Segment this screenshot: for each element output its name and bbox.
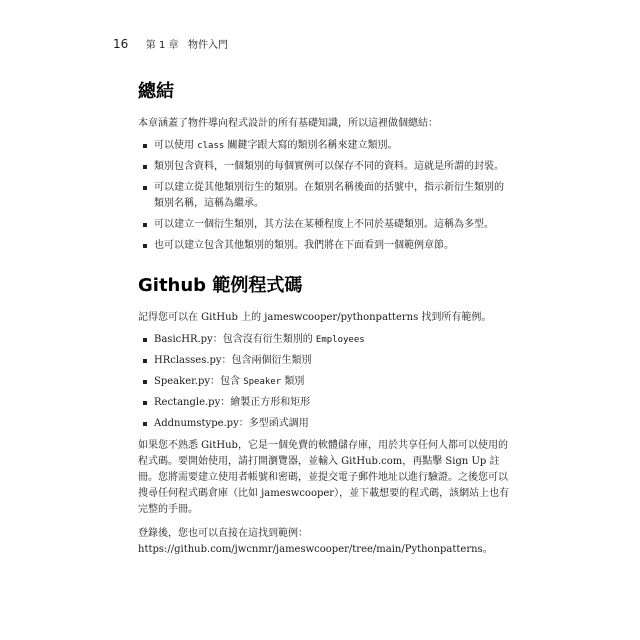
example-file-item: Rectangle.py：繪製正方形和矩形 [138, 395, 510, 411]
summary-bullet: 可以建立從其他類別衍生的類別。在類別名稱後面的括號中，指示新衍生類別的類別名稱，這稱為繼承。 [138, 180, 510, 212]
page-content [138, 80, 510, 564]
login-text: 登錄後，您也可以直接在這找到範例： [138, 528, 308, 539]
summary-heading: 總結 [138, 81, 174, 102]
repository-url: https://github.com/jwcnmr/jameswcooper/tree/main/Pythonpatterns。 [138, 544, 493, 555]
summary-bullet-list [138, 138, 510, 254]
summary-intro: 本章涵蓋了物件導向程式設計的所有基礎知識，所以這裡做個總結： [138, 118, 438, 129]
chapter-label: 第 1 章 [145, 40, 179, 51]
inline-code: Speaker [243, 377, 282, 387]
running-header [113, 37, 228, 53]
page-number: 16 [113, 37, 129, 51]
summary-bullet: 可以使用 class 關鍵字跟大寫的類別名稱來建立類別。 [138, 138, 510, 154]
summary-bullet: 類別包含資料，一個類別的每個實例可以保存不同的資料。這就是所謂的封裝。 [138, 159, 510, 175]
inline-code: Employees [315, 335, 365, 345]
example-file-list [138, 332, 510, 432]
github-heading: Github 範例程式碼 [138, 275, 303, 296]
summary-bullet: 可以建立一個衍生類別，其方法在某種程度上不同於基礎類別。這稱為多型。 [138, 217, 510, 233]
example-file-item: Speaker.py：包含 Speaker 類別 [138, 374, 510, 390]
example-file-item: HRclasses.py：包含兩個衍生類別 [138, 353, 510, 369]
summary-bullet: 也可以建立包含其他類別的類別。我們將在下面看到一個範例章節。 [138, 238, 510, 254]
chapter-title: 物件入門 [188, 40, 229, 51]
github-paragraph: 如果您不熟悉 GitHub，它是一個免費的軟體儲存庫，用於共享任何人都可以使用的程式碼。要開始使用，請打開瀏覽器，並輸入 GitHub.com，再點擊 Sign Up 註冊。您將需要建立使用者帳號和密碼，並提交電子郵件地址以進行驗證。之後您可以搜尋任何程式碼倉庫（比如 jameswcooper），並下載想要的程式碼，該網站上也有完整的手冊。 [138, 440, 510, 515]
inline-code: class [197, 141, 225, 151]
example-file-item: Addnumstype.py：多型函式調用 [138, 416, 510, 432]
example-file-item: BasicHR.py：包含沒有衍生類別的 Employees [138, 332, 510, 348]
github-intro: 記得您可以在 GitHub 上的 jameswcooper/pythonpatterns 找到所有範例。 [138, 312, 492, 323]
